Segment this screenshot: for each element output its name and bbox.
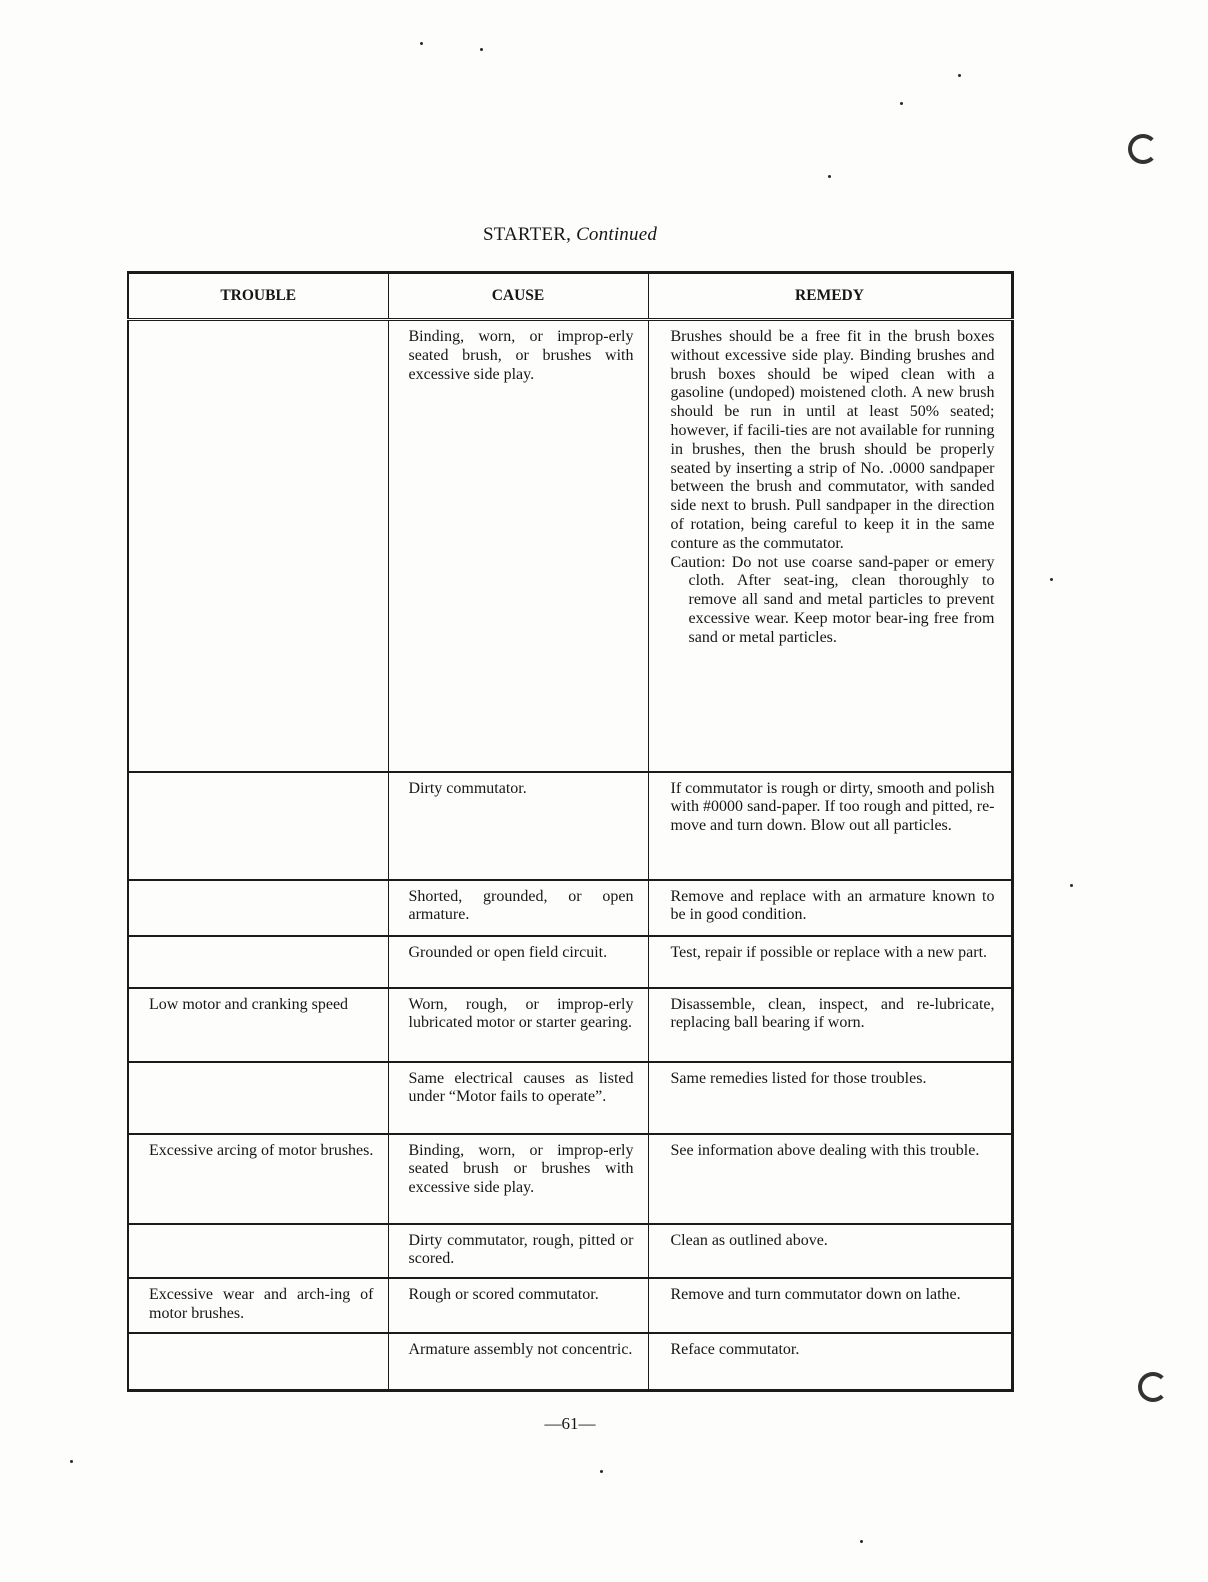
scan-speck	[860, 1540, 863, 1543]
remedy-cell: Same remedies listed for those troubles.	[648, 1062, 1012, 1134]
trouble-cell	[128, 1333, 388, 1391]
table-row	[128, 1224, 1012, 1279]
scan-speck	[1050, 578, 1053, 581]
cause-cell: Worn, rough, or improp-erly lubricated motor or starter gearing.	[388, 988, 648, 1062]
remedy-text: Brushes should be a free fit in the brush boxes without excessive side play. Binding brushes and brush boxes should be wiped clean with a gasoline (undoped) moistened cloth. A new brush should be run in until at least 50% seated; however, if facili-ties are not available for running in brushes, then the brush should be properly seated by inserting a strip of No. .0000 sandpaper between the brush and commutator, with sanded side next to brush. Pull sandpaper in the direction of rotation, being careful to keep it in the same conture as the commutator.	[670, 328, 995, 552]
remedy-cell: Clean as outlined above.	[648, 1224, 1012, 1279]
trouble-cell: Excessive arcing of motor brushes.	[128, 1134, 388, 1224]
table-row	[128, 772, 1012, 880]
remedy-cell: Remove and turn commutator down on lathe.	[648, 1278, 1012, 1333]
remedy-cell: See information above dealing with this trouble.	[648, 1134, 1012, 1224]
table-row	[128, 1134, 1012, 1224]
page-heading: STARTER, Continued	[482, 224, 658, 245]
table-row	[128, 936, 1012, 988]
remedy-cell: Disassemble, clean, inspect, and re-lubricate, replacing ball bearing if worn.	[648, 988, 1012, 1062]
trouble-cell	[128, 320, 388, 772]
header-cause: CAUSE	[388, 273, 648, 320]
heading-continued: Continued	[576, 224, 658, 245]
cause-cell: Grounded or open field circuit.	[388, 936, 648, 988]
heading-title: STARTER	[482, 224, 567, 245]
remedy-cell: If commutator is rough or dirty, smooth and polish with #0000 sand-paper. If too rough and pitted, re-move and turn down. Blow out all particles.	[648, 772, 1012, 880]
trouble-cell: Low motor and cranking speed	[128, 988, 388, 1062]
punch-hole-mark-top	[1128, 134, 1158, 164]
trouble-cell	[128, 936, 388, 988]
trouble-cell	[128, 1062, 388, 1134]
scan-speck	[900, 102, 903, 105]
table-row	[128, 1278, 1012, 1333]
trouble-cell: Excessive wear and arch-ing of motor brushes.	[128, 1278, 388, 1333]
page-number: —61—	[544, 1414, 596, 1433]
remedy-cell: Remove and replace with an armature known to be in good condition.	[648, 880, 1012, 936]
trouble-cell	[128, 772, 388, 880]
scan-speck	[420, 42, 423, 45]
table-row	[128, 988, 1012, 1062]
table-row	[128, 1062, 1012, 1134]
header-remedy: REMEDY	[648, 273, 1012, 320]
table-row	[128, 320, 1012, 772]
scan-speck	[600, 1470, 603, 1473]
remedy-cell: Test, repair if possible or replace with a new part.	[648, 936, 1012, 988]
trouble-cell	[128, 1224, 388, 1279]
scan-speck	[480, 48, 483, 51]
cause-cell: Armature assembly not concentric.	[388, 1333, 648, 1391]
table-row	[128, 880, 1012, 936]
cause-cell: Shorted, grounded, or open armature.	[388, 880, 648, 936]
header-trouble: TROUBLE	[128, 273, 388, 320]
remedy-cell: Reface commutator.	[648, 1333, 1012, 1391]
trouble-cell	[128, 880, 388, 936]
remedy-caution: Caution: Do not use coarse sand-paper or emery cloth. After seat-ing, clean thoroughly to remove all sand and metal particles to prevent excessive wear. Keep motor bear-ing free from sand or metal particles.	[670, 553, 995, 646]
cause-cell: Dirty commutator, rough, pitted or scored.	[388, 1224, 648, 1279]
punch-hole-mark-bottom	[1138, 1372, 1168, 1402]
scan-speck	[828, 175, 831, 178]
cause-cell: Rough or scored commutator.	[388, 1278, 648, 1333]
table-row	[128, 1333, 1012, 1391]
cause-cell: Binding, worn, or improp-erly seated brush, or brushes with excessive side play.	[388, 320, 648, 772]
scan-speck	[1070, 884, 1073, 887]
table-header-row	[128, 273, 1012, 320]
remedy-cell	[648, 320, 1012, 772]
troubleshooting-table	[127, 271, 1014, 1392]
cause-cell: Binding, worn, or improp-erly seated brush or brushes with excessive side play.	[388, 1134, 648, 1224]
cause-cell: Dirty commutator.	[388, 772, 648, 880]
scan-speck	[958, 74, 961, 77]
cause-cell: Same electrical causes as listed under “Motor fails to operate”.	[388, 1062, 648, 1134]
scan-speck	[70, 1460, 73, 1463]
